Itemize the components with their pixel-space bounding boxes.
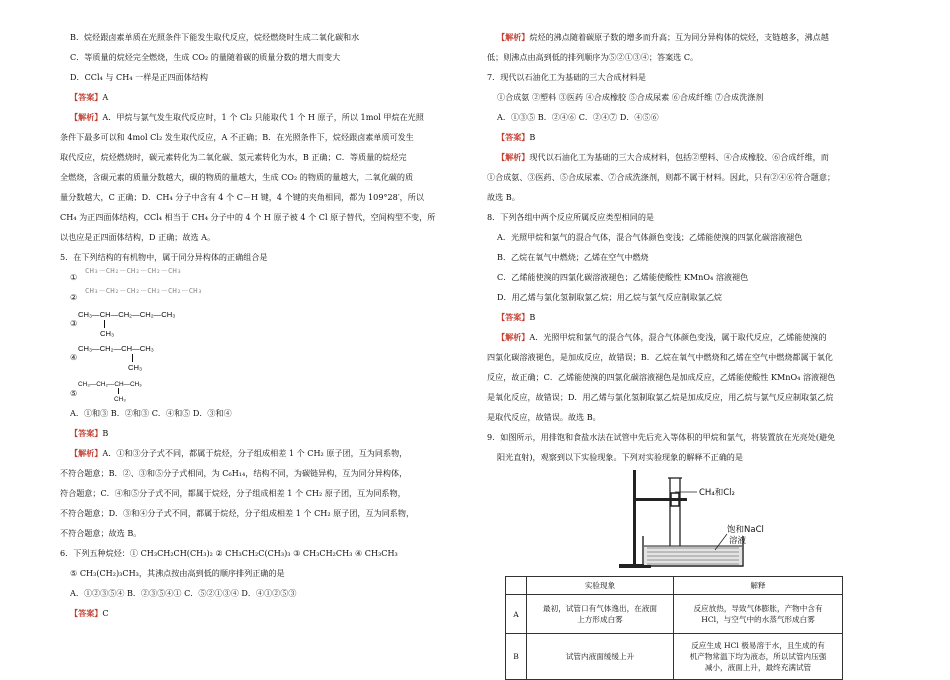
analysis-label: 【解析】 [497,152,530,162]
apparatus-diagram [615,466,825,572]
q4-analysis-line: 取代反应，烷烃燃烧时，碳元素转化为二氧化碳、氢元素转化为水，B 正确；C．等质量的烷烃完 [60,152,407,162]
row-phenomenon: 试管内液面缓缓上升 [527,634,674,680]
answer-value: B [102,428,109,438]
q6-answer [60,606,436,620]
q4-analysis-line: 以也应是正四面体结构，D 正确；故选 A。 [60,232,216,242]
right-column [487,30,873,680]
structure-3: ③ CH₃—CH—CH₂—CH₂—CH₃ CH₃ [60,308,436,342]
q7-analysis-line: ①合成氨、③医药、⑤合成尿素、⑦合成洗涤剂，则都不属于材料。因此，只有②④⑥符合题意； [487,172,836,182]
answer-value: A [102,92,109,102]
q7-stem: 7．现代以石油化工为基础的三大合成材料是 [487,72,646,82]
q6-analysis-line: 【解析】烷烃的沸点随着碳原子数的增多而升高；互为同分异构体的烷烃，支链越多，沸点越 [497,32,829,42]
q9-stem: 9．如图所示，用排饱和食盐水法在试管中先后充入等体积的甲烷和氯气，将装置放在光亮处(避免 [487,432,836,442]
analysis-label: 【解析】 [70,448,103,458]
solution-label-2: 溶液 [729,536,747,546]
structure-5-main: CH₃—CH₂—CH—CH₃ [78,381,142,388]
analysis-label: 【解析】 [497,32,530,42]
solution [644,546,742,565]
structure-4-main: CH₃—CH₂—CH—CH₃ [78,344,154,353]
row-phenomenon: 最初，试管口有气体逸出，在液面上方形成白雾 [527,595,674,634]
q7-options: A．①③⑤ B．②④⑥ C．②④⑦ D．④⑤⑥ [497,112,659,122]
row-letter: A [506,595,527,634]
q8-analysis-line: 是氧化反应，故错误；D．用乙烯与氯化氢制取氯乙烷是加成反应，用乙烷与氯气反应制取氯乙烷 [487,392,834,402]
q8-answer [487,310,873,324]
answer-label: 【答案】 [70,608,103,618]
structure-2: ② CH₃－CH₂－CH₂－CH₂－CH₂－CH₃ [70,286,203,302]
q6-options: A．①②③⑤④ B．②③⑤④① C．⑤②①③④ D．④①②⑤③ [70,588,297,598]
gas-label: CH₄和Cl₂ [699,488,735,498]
q5-stem: 5．在下列结构的有机物中，属于同分异构体的正确组合是 [60,252,268,262]
q7-items: ①合成氨 ②塑料 ③医药 ④合成橡胶 ⑤合成尿素 ⑥合成纤维 ⑦合成洗涤剂 [497,92,764,102]
phenomenon-table [505,576,843,680]
q7-answer [487,130,873,144]
q5-answer [60,426,436,440]
q6-analysis-line: 低；则沸点由高到低的排列顺序为⑤②①③④；答案选 C。 [487,52,699,62]
q5-analysis-line: 不符合题意；故选 B。 [60,528,142,538]
structure-3-main: CH₃—CH—CH₂—CH₂—CH₃ [78,310,176,319]
q4-analysis-line: 【解析】A．甲烷与氯气发生取代反应时，1 个 Cl₂ 只能取代 1 个 H 原子，所以 1mol 甲烷在光照 [70,112,424,122]
q5-analysis-line: 不符合题意；D．③和④分子式不同，都属于烷烃，分子组成相差 1 个 CH₂ 原子团，互为同系物， [60,508,415,518]
structure-4-branch: CH₃ [128,363,143,372]
analysis-label: 【解析】 [70,112,103,122]
table-header-row [506,577,843,595]
q5-options: A．①和③ B．②和③ C．④和⑤ D．③和④ [70,408,232,418]
answer-value: B [529,312,536,322]
q6-stem-cont: ⑤ CH₃(CH₂)₃CH₃，其沸点按由高到低的顺序排列正确的是 [70,568,285,578]
q7-analysis-line: 【解析】现代以石油化工为基础的三大合成材料，包括②塑料、④合成橡胶、⑥合成纤维，而 [497,152,829,162]
q8-analysis-line: 是取代反应，故错误。故选 B。 [487,412,601,422]
answer-label: 【答案】 [497,132,530,142]
row-explanation: 反应生成 HCl 极易溶于水，且生成的有机产物常温下均为液态，所以试管内压强减小，液面上升，最终充满试管 [674,634,843,680]
structure-1-formula: CH₃－CH₂－CH₂－CH₂－CH₃ [85,266,182,275]
q8-option-d: D．用乙烯与氯化氢制取氯乙烷；用乙烷与氯气反应制取氯乙烷 [497,292,723,302]
q8-analysis-line: 反应，故正确；C．乙烯能使溴的四氯化碳溶液褪色是加成反应，乙烯能使酸性 KMnO₄ 溶液褪色 [487,372,836,382]
q8-analysis-line: 【解析】A．光照甲烷和氯气的混合气体，混合气体颜色变浅，属于取代反应，乙烯能使溴的 [497,332,827,342]
structure-4: ④ CH₃—CH₂—CH—CH₃ CH₃ [60,342,436,378]
q4-analysis-line: CH₄ 为正四面体结构，CCl₄ 相当于 CH₄ 分子中的 4 个 H 原子被 4 个 Cl 原子替代，空间构型不变，所 [60,212,436,222]
table-header-cell: 实验现象 [527,577,674,595]
answer-label: 【答案】 [497,312,530,322]
answer-label: 【答案】 [70,92,103,102]
answer-label: 【答案】 [70,428,103,438]
q6-stem: 6．下列五种烷烃：① CH₃CH₂CH(CH₃)₂ ② CH₃CH₂C(CH₃)₃ ③ CH₃CH₂CH₃ ④ CH₃CH₃ [60,548,398,558]
q7-analysis-line: 故选 B。 [487,192,520,202]
structure-2-formula: CH₃－CH₂－CH₂－CH₂－CH₂－CH₃ [85,286,203,295]
row-letter: B [506,634,527,680]
left-column [60,30,436,620]
structure-5-branch: CH₃ [114,396,126,403]
q8-option-c: C．乙烯能使溴的四氯化碳溶液褪色；乙烯能使酸性 KMnO₄ 溶液褪色 [497,272,749,282]
q4-answer [60,90,436,104]
structure-3-branch: CH₃ [100,329,115,338]
structure-5: ⑤ CH₃—CH₂—CH—CH₃ CH₃ [60,378,436,406]
q8-option-a: A．光照甲烷和氯气的混合气体，混合气体颜色变浅；乙烯能使溴的四氯化碳溶液褪色 [497,232,803,242]
q9-stem-cont: 阳光直射)，观察到以下实验现象。下列对实验现象的解释不正确的是 [497,452,743,462]
answer-value: C [102,608,109,618]
table-header-cell [506,577,527,595]
answer-value: B [529,132,536,142]
q8-analysis-line: 四氯化碳溶液褪色，是加成反应，故错误；B．乙烷在氧气中燃烧和乙烯在空气中燃烧都属于氧化 [487,352,833,362]
structure-1: ① CH₃－CH₂－CH₂－CH₂－CH₃ [70,266,182,282]
q5-analysis-line: 符合题意；C．④和⑤分子式不同，都属于烷烃，分子组成相差 1 个 CH₂ 原子团，互为同系物， [60,488,406,498]
analysis-label: 【解析】 [497,332,530,342]
q5-analysis-line: 【解析】A．①和③分子式不同，都属于烷烃，分子组成相差 1 个 CH₂ 原子团，互为同系物， [70,448,408,458]
q5-analysis-line: 不符合题意；B．②、③和⑤分子式相同，为 C₆H₁₄，结构不同，为碳链异构，互为同分异构体， [60,468,408,478]
q4-analysis-line: 量分数越大，C 正确；D．CH₄ 分子中含有 4 个 C－H 键，4 个键的夹角相同，都为 109°28′，所以 [60,192,424,202]
table-row [506,634,843,680]
q4-analysis-line: 条件下最多可以和 4mol Cl₂ 发生取代反应，A 不正确；B．在光照条件下，烷烃跟卤素单质可发生 [60,132,414,142]
q8-stem: 8．下列各组中两个反应所属反应类型相同的是 [487,212,655,222]
q8-option-b: B．乙烷在氧气中燃烧；乙烯在空气中燃烧 [497,252,649,262]
q4-option-b: B．烷烃跟卤素单质在光照条件下能发生取代反应，烷烃燃烧时生成二氧化碳和水 [70,32,360,42]
row-explanation: 反应放热，导致气体膨胀，产物中含有 HCl，与空气中的水蒸气形成白雾 [674,595,843,634]
stand-rod [633,470,636,566]
q4-option-d: D．CCl₄ 与 CH₄ 一样是正四面体结构 [70,72,208,82]
solution-label-1: 饱和NaCl [727,525,764,535]
table-header-cell: 解释 [674,577,843,595]
q4-option-c: C．等质量的烷烃完全燃烧，生成 CO₂ 的量随着碳的质量分数的增大而变大 [70,52,341,62]
q4-analysis-line: 全燃烧，含碳元素的质量分数越大，碳的物质的量越大，生成 CO₂ 的物质的量越大，二氧化碳的质 [60,172,414,182]
table-row [506,595,843,634]
